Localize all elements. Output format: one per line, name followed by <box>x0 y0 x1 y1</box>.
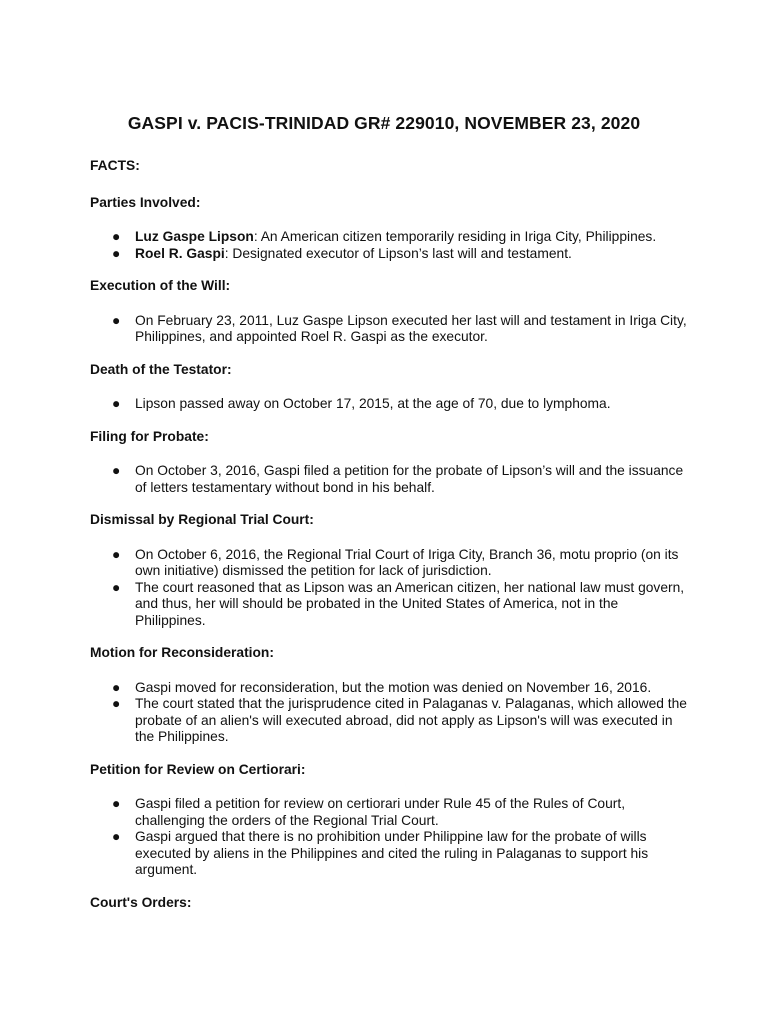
bullet-icon: ● <box>112 679 121 695</box>
bullet-icon: ● <box>112 463 121 478</box>
list-item-text: Gaspi filed a petition for review on certiorari under Rule 45 of the Rules of Court, challenging the orders of the Regional Trial Court. <box>135 796 626 828</box>
section-heading: Death of the Testator: <box>90 361 232 377</box>
list-item <box>90 313 690 346</box>
section-heading: Motion for Reconsideration: <box>90 645 274 660</box>
bullet-list <box>90 229 690 262</box>
section-courts-orders <box>90 895 690 912</box>
section-filing-for-probate <box>90 429 690 497</box>
section-heading: Filing for Probate: <box>90 428 209 444</box>
list-item-text: Gaspi argued that there is no prohibition under Philippine law for the probate of wills executed by aliens in the Philippines and cited the ruling in Palaganas to support his argument. <box>135 829 649 877</box>
list-item-text: On October 3, 2016, Gaspi filed a petition for the probate of Lipson’s will and the issuance of letters testamentary without bond in his behalf. <box>135 463 684 495</box>
section-parties-involved <box>90 195 690 263</box>
list-item <box>90 547 690 580</box>
section-heading: Execution of the Will: <box>90 278 231 293</box>
list-item <box>90 463 690 496</box>
bullet-icon: ● <box>112 229 121 244</box>
bullet-icon: ● <box>112 829 121 844</box>
list-item <box>90 680 690 697</box>
document-title: GASPI v. PACIS-TRINIDAD GR# 229010, NOVEMBER 23, 2020 <box>127 113 641 133</box>
party-name: Luz Gaspe Lipson <box>135 229 254 244</box>
bullet-icon: ● <box>112 796 121 811</box>
list-item-text: Lipson passed away on October 17, 2015, at the age of 70, due to lymphoma. <box>135 396 611 411</box>
list-item-text: : Designated executor of Lipson’s last will and testament. <box>224 245 572 261</box>
section-heading: Court's Orders: <box>90 894 192 910</box>
document-body <box>90 158 690 929</box>
section-heading: Petition for Review on Certiorari: <box>90 761 306 777</box>
bullet-list <box>90 796 690 879</box>
party-name: Roel R. Gaspi <box>135 245 225 261</box>
list-item <box>90 829 690 879</box>
bullet-list <box>90 313 690 346</box>
list-item <box>90 396 690 413</box>
bullet-icon: ● <box>112 579 121 595</box>
section-motion-for-reconsideration <box>90 645 690 746</box>
bullet-list <box>90 396 690 413</box>
list-item <box>90 229 690 246</box>
list-item <box>90 246 690 263</box>
section-petition-for-review <box>90 762 690 879</box>
bullet-icon: ● <box>112 312 121 328</box>
section-execution-of-will <box>90 278 690 346</box>
list-item-text: On October 6, 2016, the Regional Trial Court of Iriga City, Branch 36, motu proprio (on its own initiative) dismissed the petition for lack of jurisdiction. <box>135 546 679 578</box>
facts-label: FACTS: <box>90 158 140 173</box>
list-item <box>90 796 690 829</box>
bullet-list <box>90 547 690 630</box>
bullet-icon: ● <box>112 245 121 261</box>
list-item-text: : An American citizen temporarily residing in Iriga City, Philippines. <box>253 229 657 244</box>
bullet-list <box>90 680 690 746</box>
bullet-icon: ● <box>112 396 121 411</box>
list-item-text: On February 23, 2011, Luz Gaspe Lipson executed her last will and testament in Iriga City, Philippines, and appointed Roel R. Gaspi as the executor. <box>135 312 687 344</box>
list-item-text: The court stated that the jurisprudence cited in Palaganas v. Palaganas, which allowed the probate of an alien's will executed abroad, did not apply as Lipson's will was executed in the Philippines. <box>135 696 687 744</box>
section-heading: Dismissal by Regional Trial Court: <box>90 512 314 527</box>
bullet-icon: ● <box>112 696 121 711</box>
section-dismissal-by-rtc <box>90 512 690 629</box>
bullet-list <box>90 463 690 496</box>
list-item <box>90 580 690 630</box>
list-item <box>90 696 690 746</box>
bullet-icon: ● <box>112 546 121 562</box>
section-death-of-testator <box>90 362 690 413</box>
list-item-text: Gaspi moved for reconsideration, but the motion was denied on November 16, 2016. <box>135 679 652 695</box>
list-item-text: The court reasoned that as Lipson was an American citizen, her national law must govern, and thus, her will should be probated in the United States of America, not in the Philippines. <box>135 579 685 628</box>
section-heading: Parties Involved: <box>90 194 201 210</box>
